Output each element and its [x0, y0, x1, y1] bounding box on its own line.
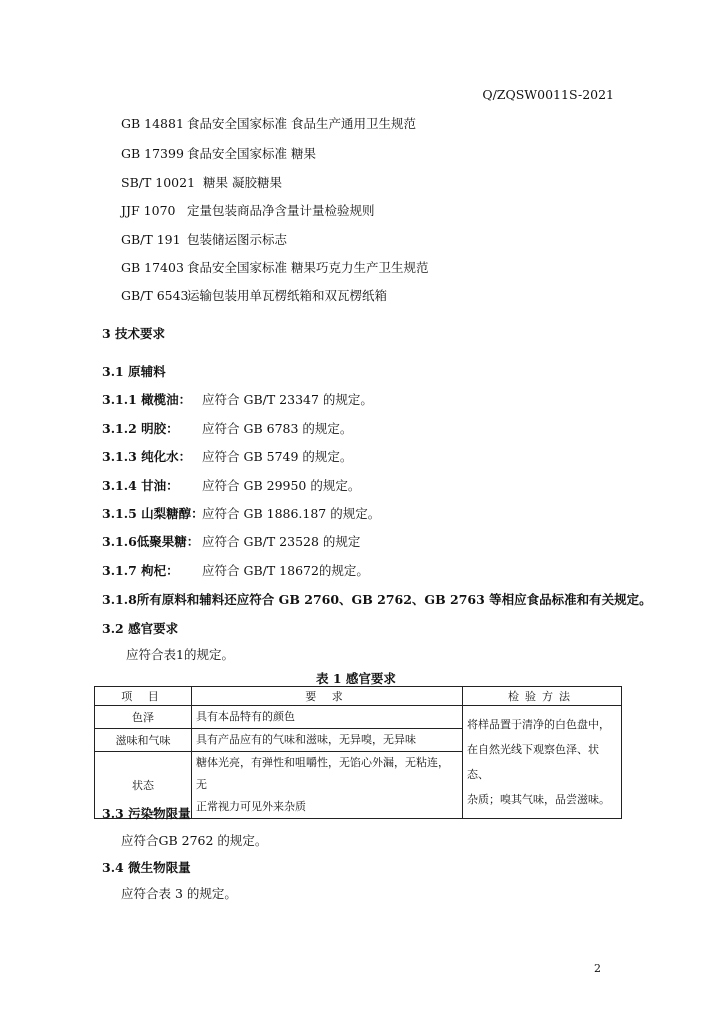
- row-item: 色泽: [95, 706, 192, 729]
- section-heading: 3.4 微生物限量: [102, 860, 191, 875]
- reference-item: [121, 114, 416, 132]
- material-requirement: 应符合 GB/T 23528 的规定: [202, 534, 361, 549]
- reference-code: GB 17399: [121, 146, 184, 161]
- requirement-line: 正常视力可见外来杂质: [196, 800, 306, 813]
- requirement-line: 糖体光亮，有弹性和咀嚼性，无馅心外漏，无粘连，无: [196, 756, 449, 791]
- column-header-requirement: 要 求: [192, 687, 463, 706]
- method-line: 将样品置于清净的白色盘中，: [467, 718, 610, 731]
- material-item: [102, 532, 360, 550]
- material-requirement: 应符合 GB 29950 的规定。: [202, 478, 361, 493]
- section-body: 应符合表 3 的规定。: [121, 886, 237, 901]
- material-label: 3.1.4 甘油：: [102, 478, 179, 493]
- table-title: 表 1 感官要求: [316, 671, 396, 686]
- reference-item: [121, 201, 375, 219]
- reference-title: 食品安全国家标准 糖果: [187, 146, 316, 161]
- material-label: 3.1.7 枸杞：: [102, 563, 179, 578]
- reference-item: [121, 286, 387, 304]
- material-requirement: 应符合 GB/T 23347 的规定。: [202, 392, 373, 407]
- material-label: 3.1.3 纯化水：: [102, 449, 192, 464]
- material-item: [102, 561, 369, 579]
- section-heading: 3.3 污染物限量: [102, 806, 191, 821]
- sensory-requirements-table: [94, 686, 622, 819]
- reference-item: [121, 230, 287, 248]
- reference-item: [121, 144, 316, 162]
- material-requirement: 应符合 GB 1886.187 的规定。: [202, 506, 381, 521]
- material-requirement: 应符合 GB 5749 的规定。: [202, 449, 353, 464]
- row-item: 滋味和气味: [95, 729, 192, 752]
- material-requirement: 应符合 GB 6783 的规定。: [202, 421, 353, 436]
- table-header-row: [95, 687, 622, 706]
- material-item: [102, 504, 380, 522]
- reference-title: 糖果 凝胶糖果: [203, 175, 282, 190]
- row-requirement: [192, 752, 463, 819]
- reference-title: 运输包装用单瓦楞纸箱和双瓦楞纸箱: [187, 288, 388, 303]
- material-item: [102, 390, 373, 408]
- method-line: 在自然光线下观察色泽、状态、: [467, 743, 599, 781]
- material-requirement: 应符合 GB/T 18672的规定。: [202, 563, 369, 578]
- reference-code: GB/T 6543: [121, 288, 189, 303]
- reference-title: 包装储运图示标志: [187, 232, 288, 247]
- material-item: [102, 476, 360, 494]
- reference-title: 食品安全国家标准 食品生产通用卫生规范: [187, 116, 416, 131]
- row-item: 状态: [95, 752, 192, 819]
- reference-item: [121, 173, 282, 191]
- section-heading: 3.1 原辅料: [102, 364, 166, 379]
- row-requirement: 具有本品特有的颜色: [192, 706, 463, 729]
- page-number: 2: [594, 962, 601, 975]
- row-requirement: 具有产品应有的气味和滋味，无异嗅，无异味: [192, 729, 463, 752]
- section-heading: 3 技术要求: [102, 326, 166, 341]
- column-header-item: 项 目: [95, 687, 192, 706]
- section-heading: 3.2 感官要求: [102, 621, 179, 636]
- section-body: 应符合表1的规定。: [126, 647, 234, 662]
- reference-code: GB 17403: [121, 260, 184, 275]
- reference-code: JJF 1070: [121, 203, 176, 218]
- material-label: 3.1.2 明胶：: [102, 421, 179, 436]
- material-item-318: 3.1.8所有原料和辅料还应符合 GB 2760、GB 2762、GB 2763 等相应食品标准和有关规定。: [102, 592, 652, 607]
- inspection-method: [463, 706, 622, 819]
- section-body: 应符合GB 2762 的规定。: [121, 833, 268, 848]
- reference-item: [121, 258, 428, 276]
- material-item: [102, 447, 352, 465]
- material-label: 3.1.6低聚果糖：: [102, 534, 200, 549]
- material-item: [102, 419, 352, 437]
- table-row: [95, 706, 622, 729]
- material-label: 3.1.1 橄榄油：: [102, 392, 192, 407]
- reference-code: GB/T 191: [121, 232, 181, 247]
- document-code: Q/ZQSW0011S-2021: [482, 87, 614, 102]
- reference-title: 定量包装商品净含量计量检验规则: [187, 203, 375, 218]
- reference-code: GB 14881: [121, 116, 184, 131]
- material-label: 3.1.5 山梨糖醇：: [102, 506, 204, 521]
- reference-code: SB/T 10021: [121, 175, 196, 190]
- method-line: 杂质；嗅其气味，品尝滋味。: [467, 793, 610, 806]
- column-header-method: 检验方法: [463, 687, 622, 706]
- reference-title: 食品安全国家标准 糖果巧克力生产卫生规范: [187, 260, 429, 275]
